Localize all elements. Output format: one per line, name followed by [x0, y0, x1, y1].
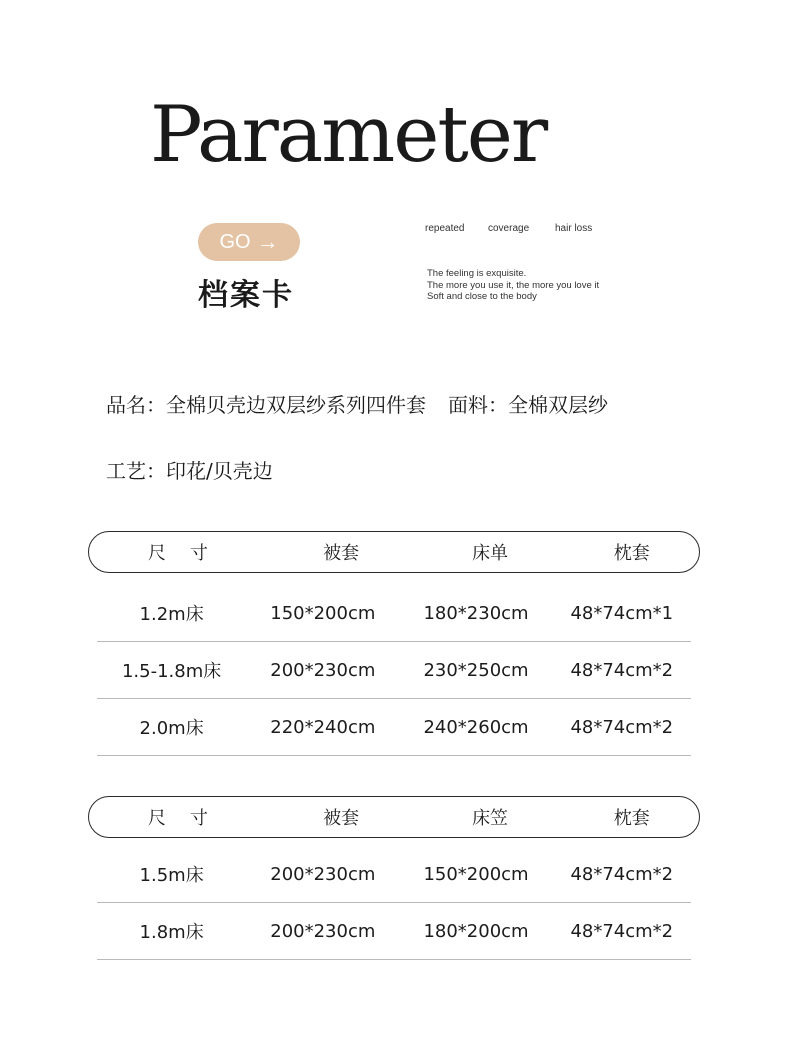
fabric-label: 面料：	[448, 393, 508, 417]
go-label: GO	[219, 230, 251, 253]
cell-pillow: 48*74cm*2	[570, 863, 674, 885]
header-fitted-sheet: 床笠	[472, 808, 509, 829]
cell-pillow: 48*74cm*1	[570, 602, 674, 624]
table-row	[97, 699, 691, 756]
header-sheet: 床单	[472, 543, 509, 564]
cell-duvet: 200*230cm	[270, 659, 376, 681]
slogan-line: The feeling is exquisite.	[427, 268, 527, 279]
tag-hair-loss: hair loss	[555, 223, 593, 234]
cell-sheet: 180*230cm	[423, 602, 529, 624]
go-button[interactable]	[198, 223, 300, 261]
header-pillow: 枕套	[613, 808, 650, 829]
cell-duvet: 220*240cm	[270, 716, 376, 738]
cell-pillow: 48*74cm*2	[570, 659, 674, 681]
cell-fitted-sheet: 150*200cm	[423, 863, 529, 885]
table-row	[97, 642, 691, 699]
table-row	[97, 846, 691, 903]
tag-coverage: coverage	[488, 223, 530, 234]
table-header	[88, 796, 700, 838]
header-pillow: 枕套	[613, 543, 650, 564]
cell-duvet: 150*200cm	[270, 602, 376, 624]
page-title: Parameter	[150, 90, 547, 180]
slogan-line: The more you use it, the more you love it	[427, 279, 600, 291]
table-row	[97, 585, 691, 642]
cell-size: 2.0m床	[139, 718, 204, 739]
header-size: 尺寸	[147, 808, 232, 829]
cell-duvet: 200*230cm	[270, 920, 376, 942]
cell-pillow: 48*74cm*2	[570, 716, 674, 738]
size-table-2	[88, 796, 700, 960]
header-size: 尺寸	[147, 543, 232, 564]
card-title: 档案卡	[198, 278, 294, 313]
cell-size: 1.5-1.8m床	[121, 661, 222, 682]
cell-size: 1.8m床	[139, 922, 204, 943]
cell-size: 1.5m床	[139, 865, 204, 886]
table-header	[88, 531, 700, 573]
table-row	[97, 903, 691, 960]
product-info	[106, 389, 608, 418]
size-table-1	[88, 531, 700, 756]
cell-duvet: 200*230cm	[270, 863, 376, 885]
header-duvet: 被套	[323, 543, 360, 564]
cell-sheet: 240*260cm	[423, 716, 529, 738]
craft-value: 印花/贝壳边	[166, 459, 273, 483]
fabric-value: 全棉双层纱	[508, 393, 608, 417]
header-duvet: 被套	[323, 808, 360, 829]
tag-repeated: repeated	[425, 223, 465, 234]
name-value: 全棉贝壳边双层纱系列四件套	[166, 393, 426, 417]
cell-sheet: 230*250cm	[423, 659, 529, 681]
cell-fitted-sheet: 180*200cm	[423, 920, 529, 942]
arrow-right-icon: →	[256, 229, 279, 254]
cell-size: 1.2m床	[139, 604, 204, 625]
cell-pillow: 48*74cm*2	[570, 920, 674, 942]
slogan-line: Soft and close to the body	[427, 291, 537, 302]
slogan	[427, 268, 599, 303]
craft-label: 工艺：	[106, 459, 166, 483]
craft-info	[106, 455, 273, 484]
name-label: 品名：	[106, 393, 166, 417]
